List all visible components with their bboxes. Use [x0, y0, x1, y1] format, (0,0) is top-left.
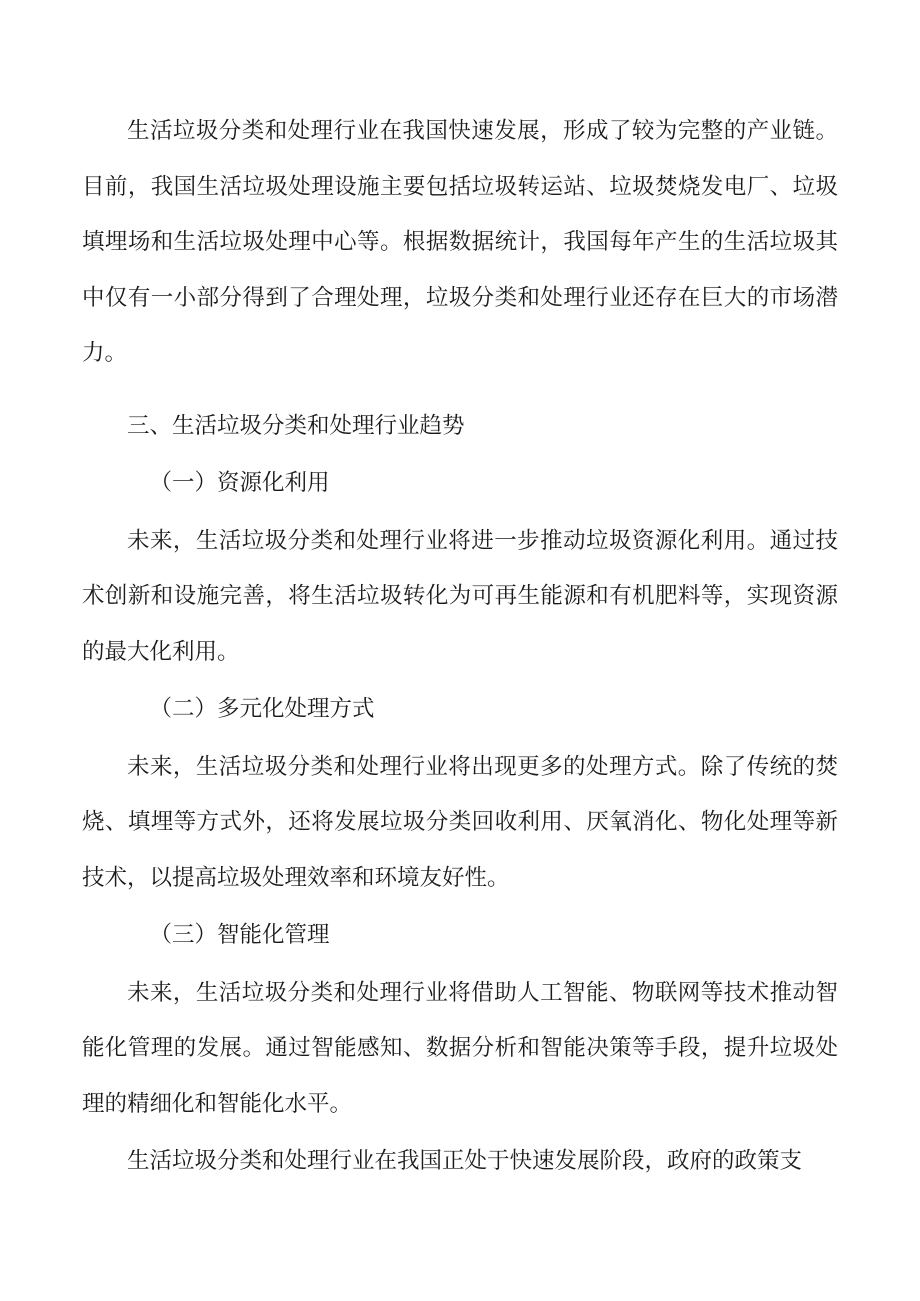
subsection-body-2: 未来，生活垃圾分类和处理行业将出现更多的处理方式。除了传统的焚烧、填埋等方式外，还将发展垃圾分类回收利用、厌氧消化、物化处理等新技术，以提高垃圾处理效率和环境友好性。: [82, 753, 838, 891]
subsection-heading-1: （一）资源化利用: [149, 470, 330, 496]
subsection-heading-2: （二）多元化处理方式: [149, 696, 375, 722]
document-body: [82, 104, 838, 1190]
subsection-body-3: 未来，生活垃圾分类和处理行业将借助人工智能、物联网等技术推动智能化管理的发展。通过智能感知、数据分析和智能决策等手段，提升垃圾处理的精细化和智能化水平。: [82, 979, 838, 1117]
closing-paragraph: 生活垃圾分类和处理行业在我国正处于快速发展阶段，政府的政策支: [127, 1148, 803, 1174]
section-heading: 三、生活垃圾分类和处理行业趋势: [127, 412, 465, 439]
intro-paragraph: 生活垃圾分类和处理行业在我国快速发展，形成了较为完整的产业链。目前，我国生活垃圾处理设施主要包括垃圾转运站、垃圾焚烧发电厂、垃圾填埋场和生活垃圾处理中心等。根据数据统计，我国每年产生的生活垃圾其中仅有一小部分得到了合理处理，垃圾分类和处理行业还存在巨大的市场潜力。: [82, 118, 838, 366]
subsection-heading-3: （三）智能化管理: [149, 922, 330, 948]
subsection-body-1: 未来，生活垃圾分类和处理行业将进一步推动垃圾资源化利用。通过技术创新和设施完善，将生活垃圾转化为可再生能源和有机肥料等，实现资源的最大化利用。: [82, 527, 838, 665]
